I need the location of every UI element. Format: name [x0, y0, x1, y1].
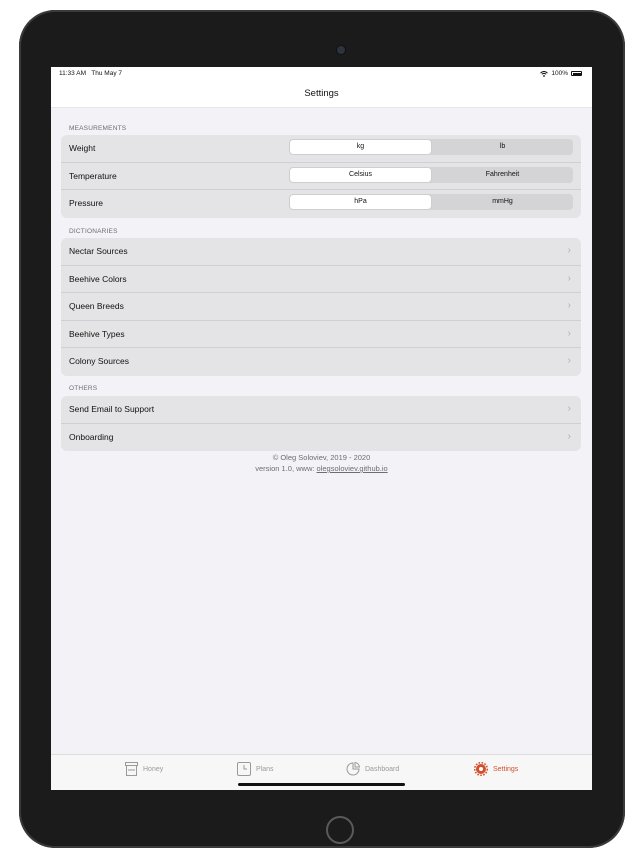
- status-date: Thu May 7: [91, 70, 123, 77]
- pressure-segmented-control[interactable]: [289, 194, 573, 210]
- chevron-right-icon: ›: [567, 327, 571, 339]
- list-item-label: Beehive Types: [69, 328, 125, 339]
- pressure-row: [61, 190, 581, 218]
- website-link[interactable]: olegsoloviev.github.io: [316, 464, 388, 473]
- list-item-nectar-sources[interactable]: [61, 238, 581, 266]
- weight-segmented-control[interactable]: [289, 139, 573, 155]
- temperature-label: Temperature: [69, 170, 117, 181]
- list-item-beehive-colors[interactable]: [61, 266, 581, 294]
- version-prefix: version 1.0, www:: [255, 464, 317, 473]
- screen: [51, 67, 592, 790]
- list-item-beehive-types[interactable]: [61, 321, 581, 349]
- wifi-icon: [540, 71, 548, 77]
- tab-honey[interactable]: [125, 762, 163, 776]
- weight-option-lb[interactable]: lb: [499, 143, 506, 150]
- tab-settings[interactable]: [474, 762, 518, 776]
- status-right: [540, 70, 582, 77]
- temperature-option-fahrenheit[interactable]: Fahrenheit: [485, 170, 520, 178]
- weight-option-kg[interactable]: kg: [290, 140, 431, 154]
- dictionaries-group: [61, 238, 581, 376]
- weight-label: Weight: [69, 143, 96, 153]
- gear-icon: [474, 762, 488, 776]
- chevron-right-icon: ›: [567, 300, 571, 311]
- list-item-queen-breeds[interactable]: [61, 293, 581, 321]
- weight-row: [61, 135, 581, 163]
- battery-percent: 100%: [551, 70, 568, 77]
- list-item-onboarding[interactable]: [61, 424, 581, 452]
- dictionaries-header: DICTIONARIES: [69, 228, 118, 235]
- tab-plans[interactable]: [237, 762, 274, 776]
- front-camera: [337, 46, 345, 54]
- settings-content: [51, 108, 592, 754]
- honey-jar-icon: [125, 762, 138, 776]
- list-item-colony-sources[interactable]: [61, 348, 581, 376]
- measurements-header: MEASUREMENTS: [69, 125, 127, 132]
- chevron-right-icon: ›: [567, 355, 571, 366]
- temperature-segmented-control[interactable]: [289, 167, 573, 183]
- status-time: 11:33 AM: [59, 70, 86, 77]
- chevron-right-icon: ›: [567, 430, 571, 442]
- pressure-option-mmhg[interactable]: mmHg: [492, 198, 513, 205]
- chart-icon: [346, 762, 360, 776]
- version-text: [51, 464, 592, 473]
- tab-dashboard[interactable]: [346, 762, 399, 776]
- tab-label: Honey: [143, 765, 164, 773]
- temperature-option-celsius[interactable]: Celsius: [290, 168, 431, 182]
- list-item-label: Onboarding: [69, 431, 114, 442]
- clock-icon: [237, 762, 251, 776]
- list-item-label: Colony Sources: [69, 356, 130, 366]
- others-group: [61, 396, 581, 451]
- pressure-option-hpa[interactable]: hPa: [290, 195, 431, 209]
- list-item-label: Nectar Sources: [69, 246, 128, 256]
- list-item-send-email[interactable]: [61, 396, 581, 424]
- home-button[interactable]: [326, 816, 354, 844]
- temperature-row: [61, 163, 581, 191]
- tab-label: Plans: [256, 765, 274, 773]
- status-bar: [51, 67, 592, 81]
- chevron-right-icon: ›: [567, 272, 571, 284]
- measurements-group: [61, 135, 581, 218]
- battery-icon: [571, 71, 582, 76]
- pressure-label: Pressure: [69, 198, 104, 208]
- chevron-right-icon: ›: [567, 403, 571, 414]
- list-item-label: Beehive Colors: [69, 273, 127, 284]
- list-item-label: Queen Breeds: [69, 301, 124, 311]
- status-time-date: [59, 70, 122, 77]
- copyright-text: © Oleg Soloviev, 2019 - 2020: [272, 453, 371, 462]
- list-item-label: Send Email to Support: [69, 404, 155, 414]
- page-title: Settings: [304, 88, 339, 99]
- navigation-bar: [51, 81, 592, 108]
- home-indicator: [238, 783, 405, 786]
- others-header: OTHERS: [69, 385, 98, 392]
- chevron-right-icon: ›: [567, 245, 571, 256]
- tab-label: Dashboard: [365, 765, 400, 773]
- tab-label: Settings: [493, 765, 519, 773]
